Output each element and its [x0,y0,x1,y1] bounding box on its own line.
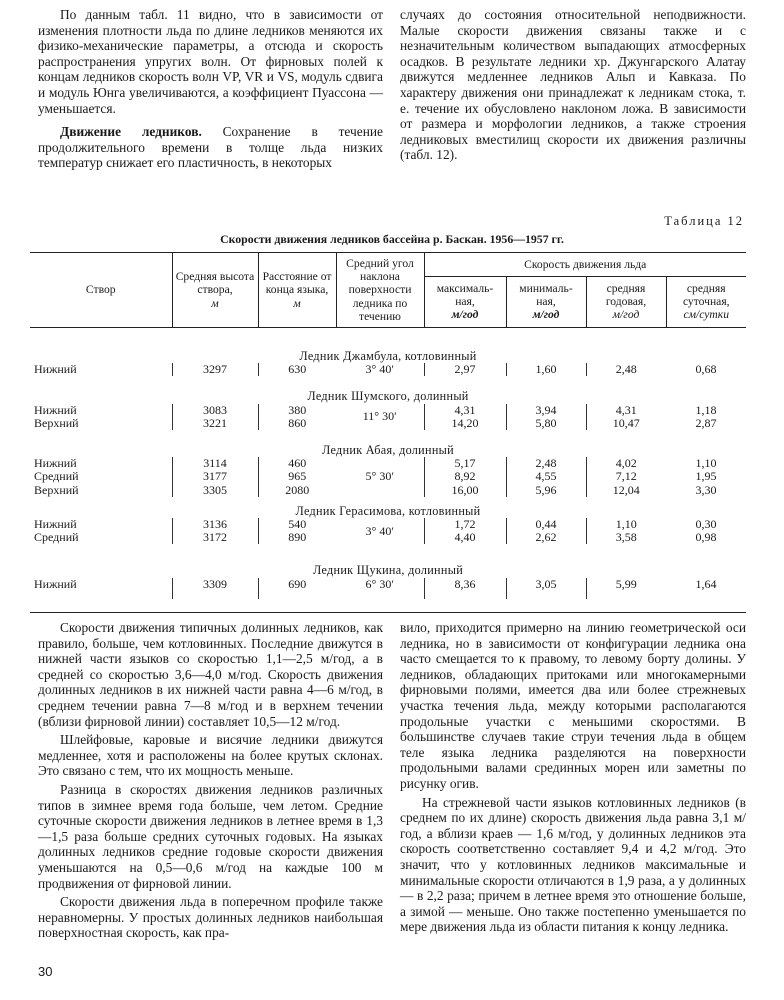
table-row: Средний 3177 965 8,92 4,55 7,12 1,95 [34,469,717,484]
header-distance: Расстояние от конца языка, м [258,253,336,328]
bottom-left-column [38,620,383,941]
table-row: Нижний 3136 540 3° 40′ 1,72 0,44 1,10 0,30 [34,517,717,538]
paragraph-glacier-movement-text: Сохранение в течение продолжительного времени в толще льда низких температур снижает его пластичность, в некоторых [38,124,383,171]
table-row: Нижний 3297 630 3° 40′ 2,97 1,60 2,48 0,68 [34,362,717,377]
header-distance-unit: м [293,296,301,310]
header-avg-year-unit: м/год [612,308,640,322]
paragraph-continuation: случаях до состояния относительной неподвижности. Малые скорости движения связаны также и с незначительным количеством выпадающих атмосферных осадков. В результате ледники хр. Джунгарского Алатау движутся медленнее ледников Альп и Кавказа. По характеру движения они принадлежат к ледникам стока, т. е. течение их обусловлено наклоном ложа. В зависимости от размера и морфологии ледников, а также строения ледниковых вместилищ скорости их движения различны (табл. 12). [400,7,746,163]
glacier-speed-table [30,252,746,599]
table-row: Средний 3172 890 4,40 2,62 3,58 0,98 [34,530,717,545]
paragraph-core-speed: На стрежневой части языков котловинных ледников (в среднем по их длине) скорость движения льда равна 3,1 м/год, а вблизи краев — 1,6 м/год, у долинных ледников эта скорость соответственно составляет 9,4 и 4,2 м/год. Это значит, что у котловинных ледников максимальные и минимальные скорости отличаются в 1,9 раза, а у долинных — в 2,2 раза; причем в летнее время это отношение больше, а зимой — меньше. Оно также постепенно уменьшается по мере движения льда из области питания к концу ледника. [400,794,746,935]
header-avg-day: средняя суточная, см/сутки [666,276,746,328]
section-heading: Движение ледников. [60,124,202,140]
table-row: Нижний 3309 690 6° 30′ 8,36 3,05 5,99 1,64 [30,578,746,599]
header-min-unit: м/год [532,308,560,322]
header-min: минималь- ная, м/год [506,276,586,328]
paragraph-density: По данным табл. 11 видно, что в зависимости от изменения плотности льда по длине ледников меняются их физико-механические параметры, а отсюда и скорость распространения упругих волн. От фирновых полей к концам ледников скорость волн VP, VR и VS, модуль сдвига и модуль Юнга увеличиваются, а коэффициент Пуассона — уменьшается. [38,7,383,116]
header-height-unit: м [211,296,219,310]
table-body [30,328,746,599]
paragraph-valley-speeds: Скорости движения типичных долинных ледников, как правило, больше, чем котловинных. Последние движутся в нижней части языков со скоростью 1,1—2,5 м/год, а в средней со скоростью 3,6—4,0 м/год. Скорость движения долинных ледников в их нижней части равна 4—6 м/год, в среднем течении равна 7—8 м/год и в верхнем течении (вблизи фирновой линии) составляет 10,5—12 м/год. [38,620,383,729]
paragraph-slope-glaciers: Шлейфовые, каровые и висячие ледники движутся медленнее, хотя и расположены на более крутых склонах. Это связано с тем, что их мощность меньше. [38,732,383,779]
glacier-group-title: Ледник Джамбула, котловинный [299,349,477,364]
paragraph-seasonal-difference: Разница в скоростях движения ледников различных типов в зимнее время года больше, чем летом. Средние суточные скорости движения ледников в летнее время в 1,3—1,5 раза больше средних суточных годовых. На языках долинных ледников средние годовые скорости движения уменьшаются на 0,5—0,6 м/год на каждые 100 м продвижения от фирновой линии. [38,781,383,891]
table-row: Верхний 3305 2080 16,00 5,96 12,04 3,30 [34,482,717,497]
header-angle: Средний угол наклона поверхности ледника по течению [336,253,424,328]
header-speed-group: Скорость движения льда [424,253,746,277]
table-row: Нижний 3083 380 11° 30′ 4,31 3,94 4,31 1,18 [34,402,717,424]
paragraph-axis-speed: вило, приходится примерно на линию геометрической оси ледника, но в зависимости от конфигурации ледника она часто смещается то к правому, то левому борту долины. У ледников, обладающих притоками или многокамерными фирновыми полями, имеется два или более стрежневых участка течения льда, между которыми располагаются продольные участки с меньшими скоростями. В большинстве случаев такие струи течения льда в общем теле языка ледника разделяются на поверхности продольными валами срединных морен или заметны по рисунку огив. [400,620,746,791]
bottom-right-column [400,620,746,935]
header-stvor: Створ [30,253,172,328]
header-avg-year: средняя годовая, м/год [586,276,666,328]
header-height: Средняя высота створа, м [172,253,258,328]
glacier-group-title: Ледник Щукина, долинный [312,563,464,578]
glacier-group-title: Ледник Шумского, долинный [307,389,469,404]
table-row: Нижний 3114 460 5° 30′ 5,17 2,48 4,02 1,10 [34,456,717,484]
header-max-unit: м/год [451,308,479,322]
paragraph-glacier-movement [38,124,383,171]
page-number: 30 [38,964,53,979]
top-right-column [400,7,746,163]
table-row: Верхний 3221 860 14,20 5,80 10,47 2,87 [34,415,717,430]
table-label: Таблица 12 [664,214,744,228]
top-left-column [38,7,383,171]
glacier-group-title: Ледник Герасимова, котловинный [295,503,481,518]
table-title: Скорости движения ледников бассейна р. Баскан. 1956—1957 гг. [220,232,564,246]
header-max: максималь- ная, м/год [424,276,506,328]
table-bottom-rule [30,612,746,613]
header-avg-day-unit: см/сутки [683,308,730,322]
paragraph-cross-profile: Скорости движения льда в поперечном профиле также неравномерны. У простых долинных ледников наибольшая поверхностная скорость, как пра- [38,894,383,941]
glacier-group-title: Ледник Абая, долинный [322,443,454,458]
